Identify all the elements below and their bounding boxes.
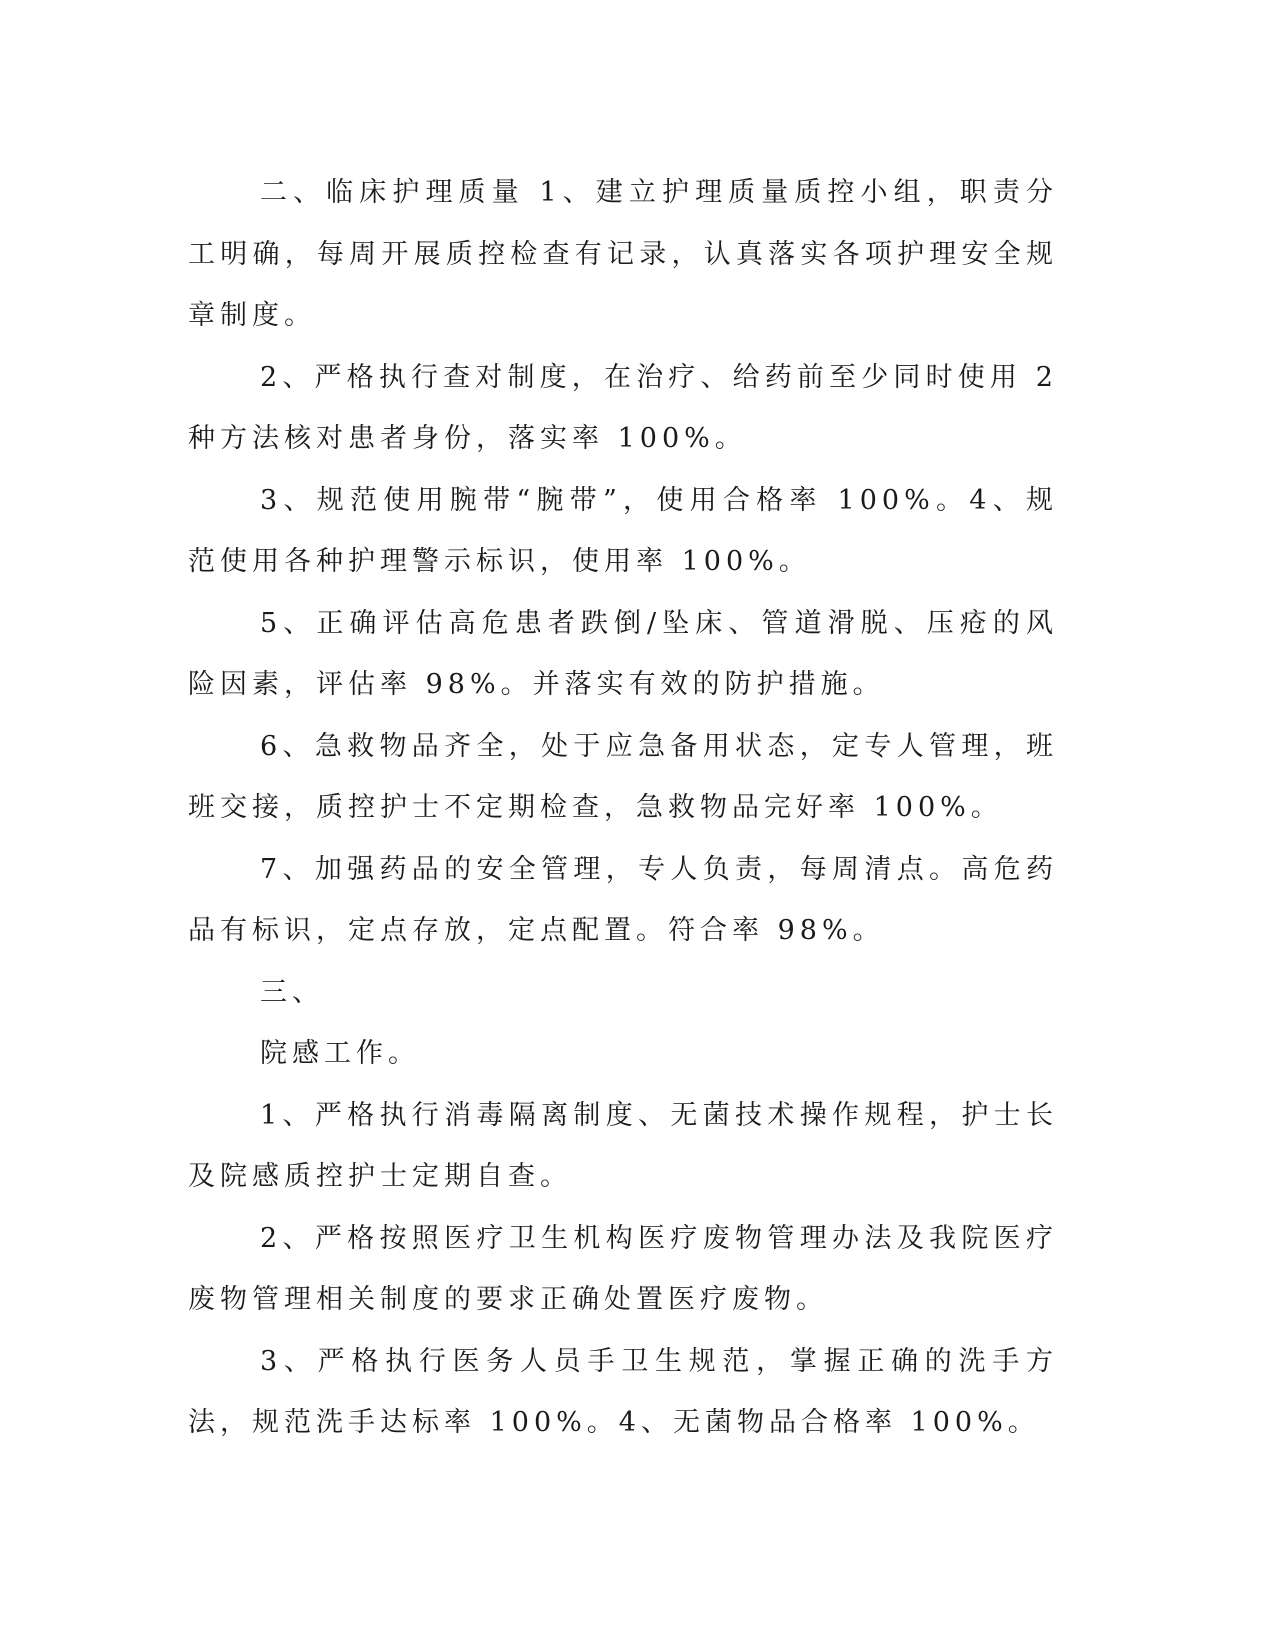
section-heading-number: 三、 (260, 976, 324, 1008)
paragraph-hand-hygiene: 3、严格执行医务人员手卫生规范，掌握正确的洗手方法，规范洗手达标率 100%。4、无菌物品合格率 100%。 (188, 1345, 1058, 1438)
paragraph-emergency-supplies: 6、急救物品齐全，处于应急备用状态，定专人管理，班班交接，质控护士不定期检查，急救物品完好率 100%。 (188, 730, 1058, 823)
section-heading-infection-control: 院感工作。 (260, 1038, 420, 1069)
paragraph-medical-waste: 2、严格按照医疗卫生机构医疗废物管理办法及我院医疗废物管理相关制度的要求正确处置医疗废物。 (188, 1222, 1058, 1315)
paragraph-risk-assessment: 5、正确评估高危患者跌倒/坠床、管道滑脱、压疮的风险因素，评估率 98%。并落实有效的防护措施。 (188, 607, 1058, 700)
document-body (188, 162, 1058, 1454)
paragraph-drug-management: 7、加强药品的安全管理，专人负责，每周清点。高危药品有标识，定点存放，定点配置。符合率 98%。 (188, 853, 1058, 946)
paragraph-identity-check: 2、严格执行查对制度，在治疗、给药前至少同时使用 2 种方法核对患者身份，落实率 100%。 (188, 361, 1058, 454)
paragraph-clinical-quality: 二、临床护理质量 1、建立护理质量质控小组，职责分工明确，每周开展质控检查有记录，认真落实各项护理安全规章制度。 (188, 177, 1058, 331)
paragraph-disinfection: 1、严格执行消毒隔离制度、无菌技术操作规程，护士长及院感质控护士定期自查。 (188, 1099, 1058, 1192)
paragraph-wristband: 3、规范使用腕带“腕带”，使用合格率 100%。4、规范使用各种护理警示标识，使用率 100%。 (188, 484, 1058, 577)
